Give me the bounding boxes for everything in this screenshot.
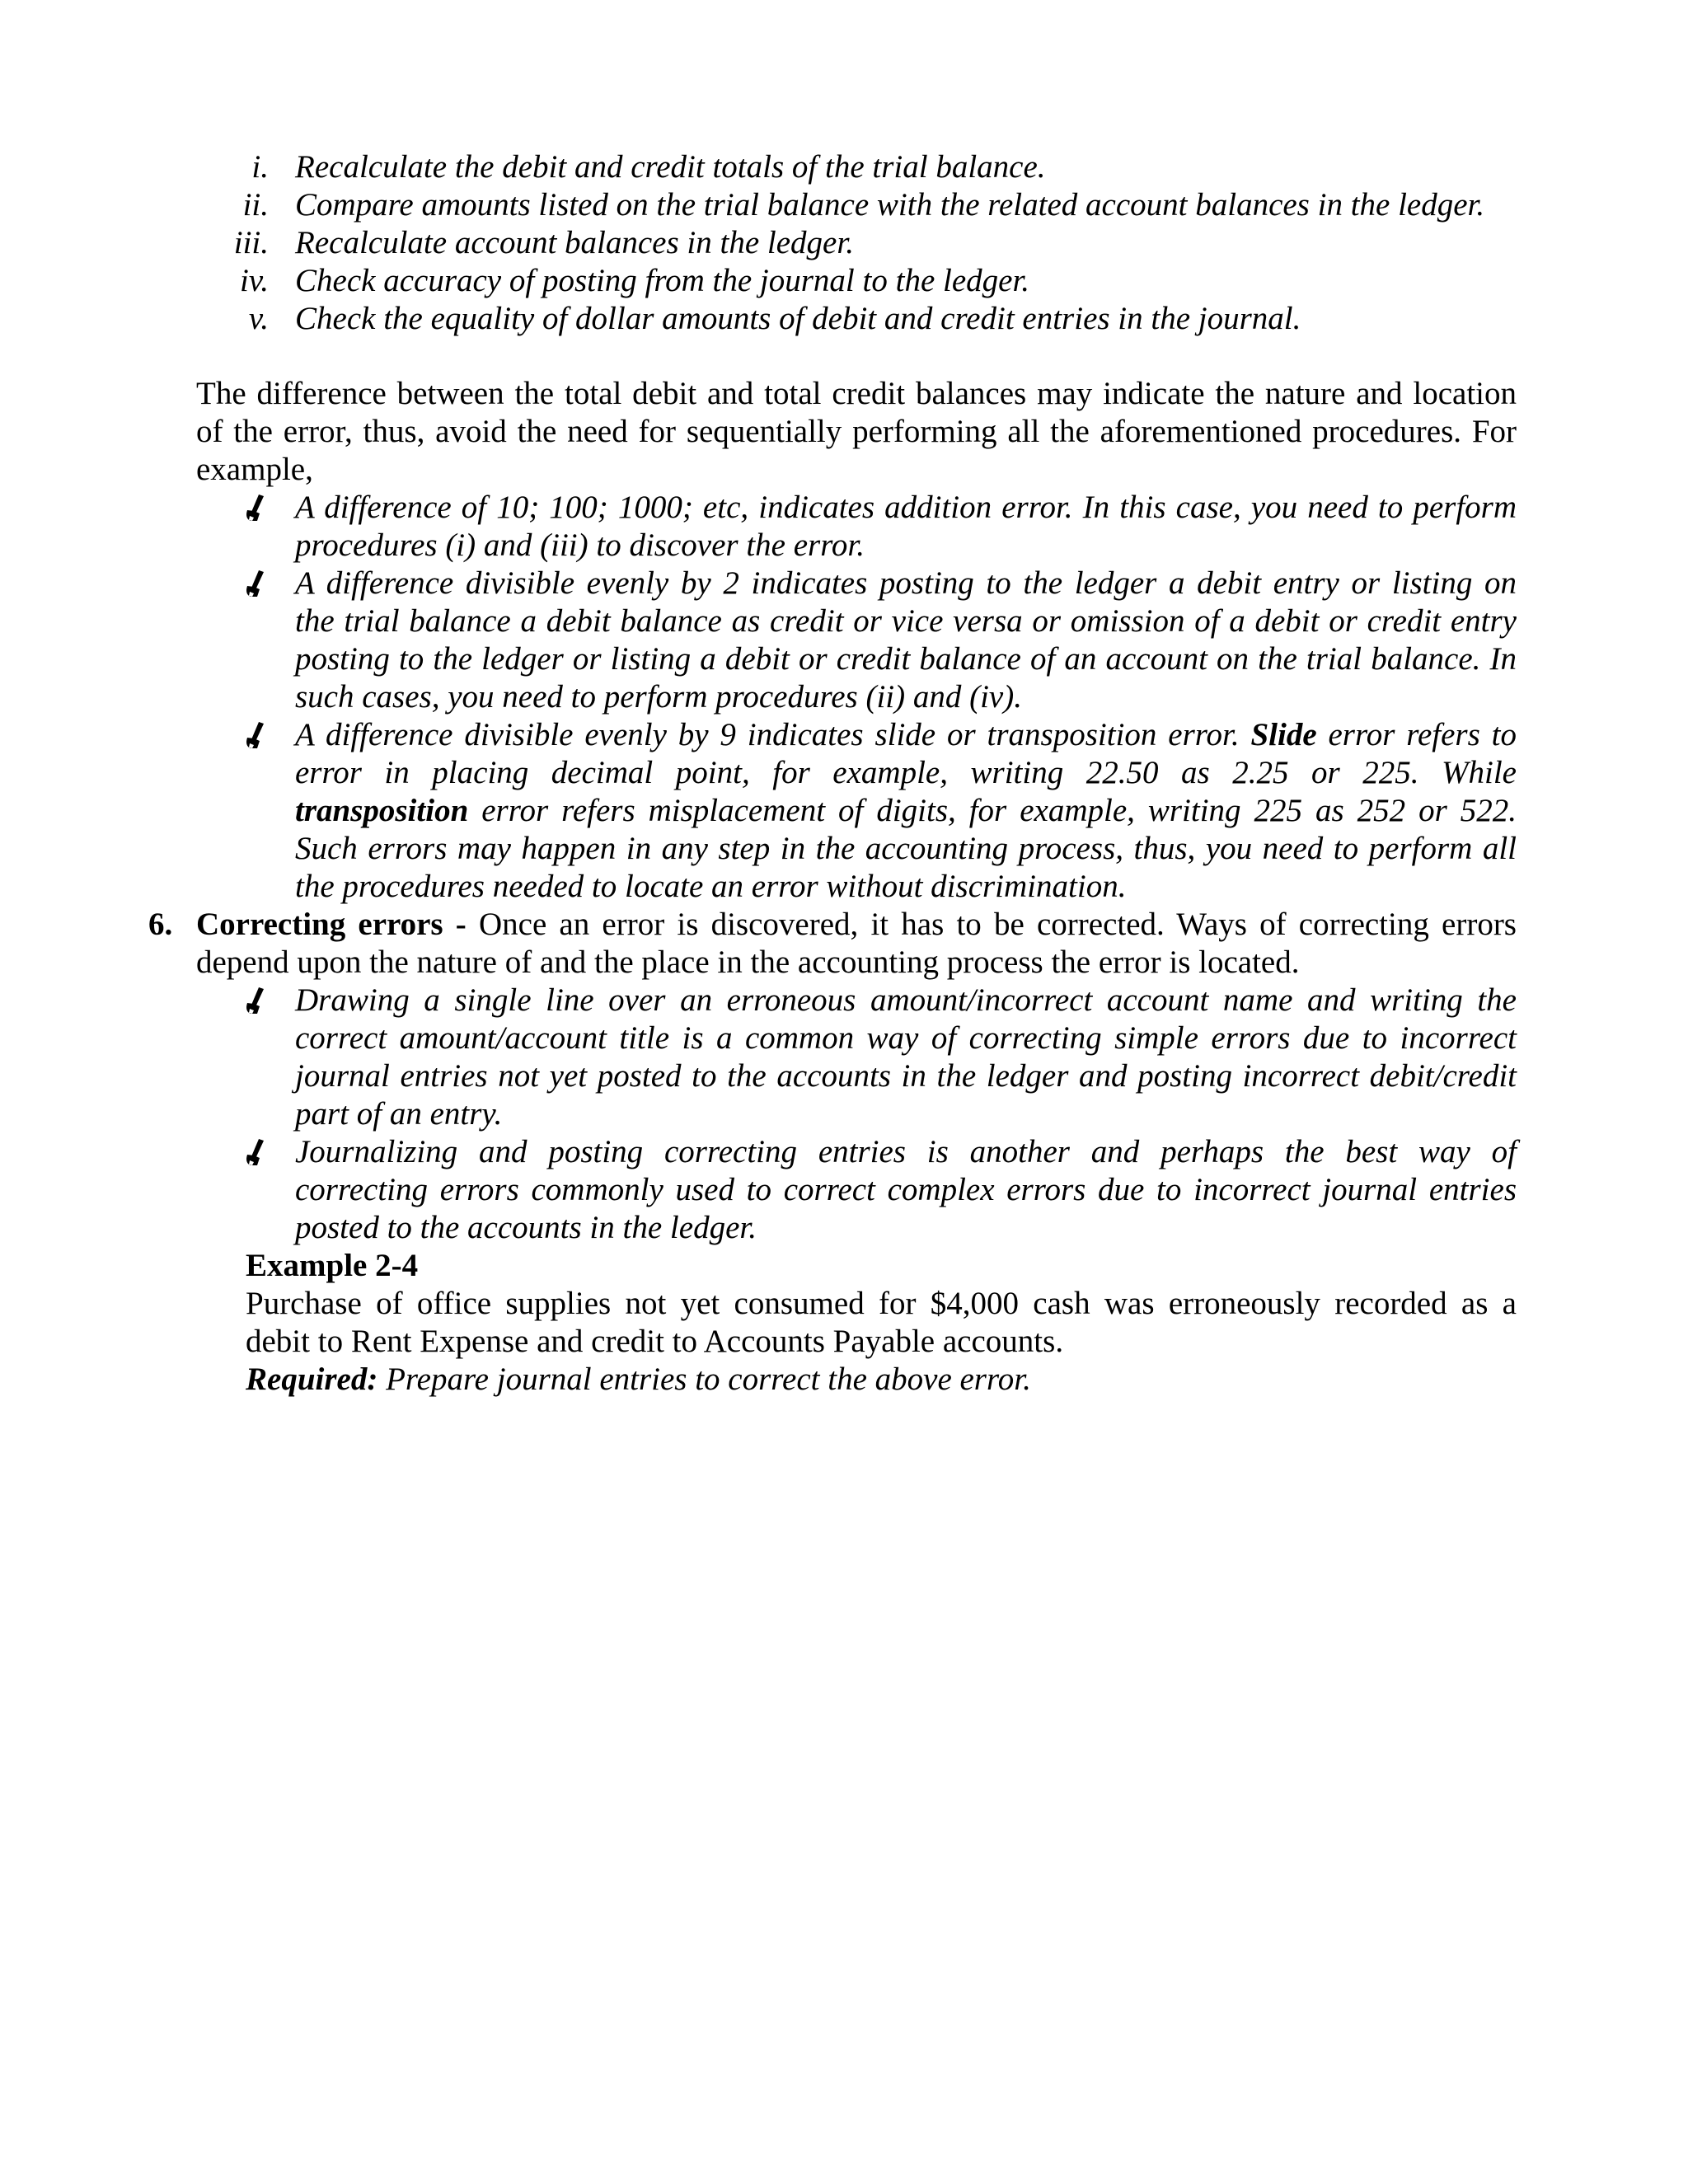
section-text-line: depend upon the nature of and the place in the accounting process the error is located. [196, 944, 1300, 980]
section-heading: Correcting errors - [196, 907, 479, 942]
example-line: debit to Rent Expense and credit to Accounts Payable accounts. [246, 1324, 1064, 1359]
bullet-line: correct amount/account title is a common way of correcting simple errors due to incorrect [295, 1020, 1517, 1056]
term-transposition: transposition [295, 793, 469, 828]
bullet-line: journal entries not yet posted to the accounts in the ledger and posting incorrect debit/credit [295, 1058, 1517, 1094]
bullet-line: Journalizing and posting correcting entries is another and perhaps the best way of [295, 1134, 1517, 1169]
section-heading-line [196, 906, 1517, 944]
example-title: Example 2-4 [246, 1248, 419, 1283]
bullet-line: Drawing a single line over an erroneous amount/incorrect account name and writing the [295, 982, 1517, 1018]
bullet-line: posted to the accounts in the ledger. [295, 1210, 757, 1245]
required-text: Prepare journal entries to correct the above error. [377, 1361, 1031, 1397]
bullet-line: A difference of 10; 100; 1000; etc, indicates addition error. In this case, you need to perform [295, 490, 1517, 525]
example-line: Purchase of office supplies not yet consumed for $4,000 cash was erroneously recorded as a [246, 1286, 1517, 1321]
bullet-text: A difference divisible evenly by 9 indicates slide or transposition error. [295, 717, 1251, 752]
bullet-line: correcting errors commonly used to correct complex errors due to incorrect journal entries [295, 1172, 1517, 1207]
paragraph-line: The difference between the total debit and total credit balances may indicate the nature and location [196, 376, 1517, 411]
procedure-text: Check the equality of dollar amounts of debit and credit entries in the journal. [295, 301, 1301, 336]
bullet-line [295, 716, 1517, 754]
writing-hand-icon [244, 987, 267, 1015]
bullet-line: part of an entry. [295, 1096, 503, 1132]
procedure-text: Compare amounts listed on the trial balance with the related account balances in the ledger. [295, 187, 1485, 223]
bullet-line [295, 792, 1517, 830]
writing-hand-icon [244, 721, 267, 749]
procedure-marker: v. [248, 301, 269, 336]
required-label: Required: [246, 1361, 378, 1397]
paragraph-line: of the error, thus, avoid the need for sequentially performing all the aforementioned procedures. For [196, 414, 1517, 449]
section-number: 6. [148, 907, 173, 942]
procedure-marker: iii. [233, 225, 269, 260]
procedure-text: Check accuracy of posting from the journal to the ledger. [295, 263, 1030, 298]
procedure-marker: iv. [239, 263, 269, 298]
bullet-line: error in placing decimal point, for example, writing 22.50 as 2.25 or 225. While [295, 755, 1517, 790]
bullet-text: error refers to [1316, 717, 1517, 752]
paragraph-line: example, [196, 452, 313, 487]
bullet-line: such cases, you need to perform procedures (ii) and (iv). [295, 679, 1022, 715]
procedure-marker: ii. [242, 187, 269, 223]
procedure-text: Recalculate account balances in the ledger. [295, 225, 854, 260]
bullet-line: procedures (i) and (iii) to discover the error. [295, 527, 865, 563]
writing-hand-icon [244, 494, 267, 522]
writing-hand-icon [244, 569, 267, 598]
required-line [246, 1361, 1031, 1399]
bullet-line: A difference divisible evenly by 2 indicates posting to the ledger a debit entry or listing on [295, 565, 1517, 601]
procedure-marker: i. [251, 149, 269, 185]
writing-hand-icon [244, 1138, 267, 1166]
bullet-text: error refers misplacement of digits, for example, writing 225 as 252 or 522. [468, 793, 1517, 828]
term-slide: Slide [1250, 717, 1317, 752]
procedure-text: Recalculate the debit and credit totals of the trial balance. [295, 149, 1046, 185]
bullet-line: the procedures needed to locate an error without discrimination. [295, 869, 1127, 904]
bullet-line: posting to the ledger or listing a debit or credit balance of an account on the trial balance. In [295, 641, 1517, 677]
bullet-line: Such errors may happen in any step in the accounting process, thus, you need to perform all [295, 831, 1517, 866]
bullet-line: the trial balance a debit balance as credit or vice versa or omission of a debit or credit entry [295, 603, 1517, 639]
section-text: Once an error is discovered, it has to be corrected. Ways of correcting errors [478, 907, 1517, 942]
